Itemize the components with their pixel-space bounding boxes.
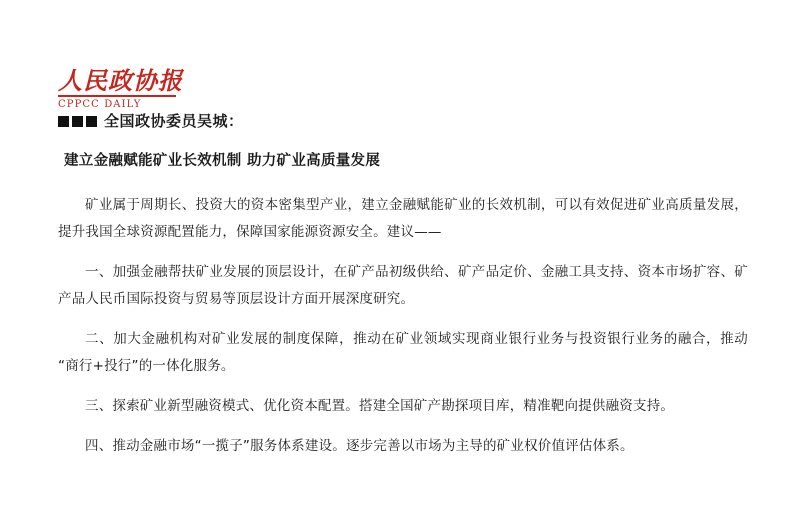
paragraph: 三、探索矿业新型融资模式、优化资本配置。搭建全国矿产勘探项目库，精准靶向提供融资支持。 [85, 398, 675, 414]
page-title: 建立金融赋能矿业长效机制 助力矿业高质量发展 [64, 153, 381, 169]
paragraph: 二、加大金融机构对矿业发展的制度保障，推动在矿业领域实现商业银行业务与投资银行业务的融合，推动“商行+投行”的一体化服务。 [58, 331, 748, 374]
masthead [58, 68, 188, 110]
article-body [58, 110, 748, 460]
masthead-title-en: CPPCC DAILY [58, 99, 142, 110]
byline-text: 全国政协委员吴城： [104, 112, 244, 130]
paragraph: 矿业属于周期长、投资大的资本密集型产业，建立金融赋能矿业的长效机制，可以有效促进矿业高质量发展，提升我国全球资源配置能力，保障国家能源资源安全。建议—— [58, 197, 748, 240]
paragraph: 一、加强金融帮扶矿业发展的顶层设计，在矿产品初级供给、矿产品定价、金融工具支持、资本市场扩容、矿产品人民币国际投资与贸易等顶层设计方面开展深度研究。 [58, 264, 748, 307]
masthead-divider [58, 95, 176, 97]
paragraph: 四、推动金融市场“一揽子”服务体系建设。逐步完善以市场为主导的矿业权价值评估体系。 [85, 438, 634, 454]
byline [58, 110, 748, 132]
masthead-title-cn: 人民政协报 [58, 66, 183, 95]
square-bullets-icon [58, 116, 97, 127]
